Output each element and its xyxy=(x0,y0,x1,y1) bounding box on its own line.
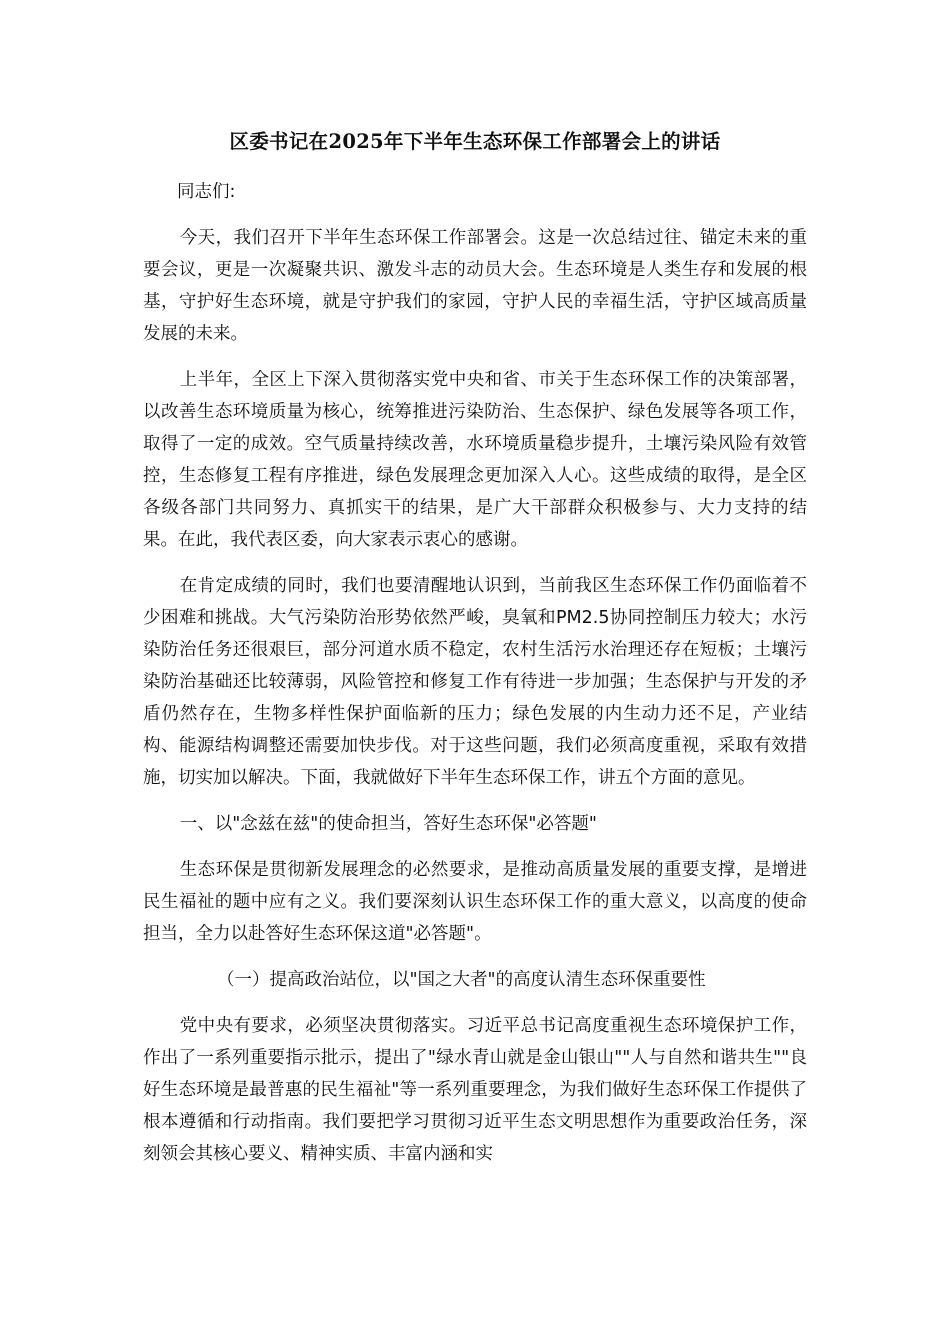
paragraph-subsection-1: 党中央有要求，必须坚决贯彻落实。习近平总书记高度重视生态环境保护工作，作出了一系列重要指示批示，提出了"绿水青山就是金山银山""人与自然和谐共生""良好生态环境是最普惠的民生福祉"等一系列重要理念，为我们做好生态环保工作提供了根本遵循和行动指南。我们要把学习贯彻习近平生态文明思想作为重要政治任务，深刻领会其核心要义、精神实质、丰富内涵和实 xyxy=(143,1016,807,1164)
paragraph-challenges: 在肯定成绩的同时，我们也要清醒地认识到，当前我区生态环保工作仍面临着不少困难和挑战。大气污染防治形势依然严峻，臭氧和PM2.5协同控制压力较大；水污染防治任务还很艰巨，部分河道水质不稳定，农村生活污水治理还存在短板；土壤污染防治基础还比较薄弱，风险管控和修复工作有待进一步加强；生态保护与开发的矛盾仍然存在，生物多样性保护面临新的压力；绿色发展的内生动力还不足，产业结构、能源结构调整还需要加快步伐。对于这些问题，我们必须高度重视，采取有效措施，切实加以解决。下面，我就做好下半年生态环保工作，讲五个方面的意见。 xyxy=(143,576,807,788)
subsection-heading-1: （一）提高政治站位，以"国之大者"的高度认清生态环保重要性 xyxy=(217,970,706,990)
paragraph-opening: 今天，我们召开下半年生态环保工作部署会。这是一次总结过往、锚定未来的重要会议，更是一次凝聚共识、激发斗志的动员大会。生态环境是人类生存和发展的根基，守护好生态环境，就是守护我们的家园，守护人民的幸福生活，守护区域高质量发展的未来。 xyxy=(143,228,807,344)
paragraph-achievements: 上半年，全区上下深入贯彻落实党中央和省、市关于生态环保工作的决策部署，以改善生态环境质量为核心，统筹推进污染防治、生态保护、绿色发展等各项工作，取得了一定的成效。空气质量持续改善，水环境质量稳步提升，土壤污染风险有效管控，生态修复工程有序推进，绿色发展理念更加深入人心。这些成绩的取得，是全区各级各部门共同努力、真抓实干的结果，是广大干部群众积极参与、大力支持的结果。在此，我代表区委，向大家表示衷心的感谢。 xyxy=(143,370,807,550)
document-title: 区委书记在2025年下半年生态环保工作部署会上的讲话 xyxy=(229,130,721,153)
section-heading-1: 一、以"念兹在兹"的使命担当，答好生态环保"必答题" xyxy=(179,814,597,834)
salutation: 同志们: xyxy=(177,182,236,202)
document-body xyxy=(143,176,807,1184)
paragraph-section-1-intro: 生态环保是贯彻新发展理念的必然要求，是推动高质量发展的重要支撑，是增进民生福祉的题中应有之义。我们要深刻认识生态环保工作的重大意义，以高度的使命担当，全力以赴答好生态环保这道"必答题"。 xyxy=(143,860,807,944)
